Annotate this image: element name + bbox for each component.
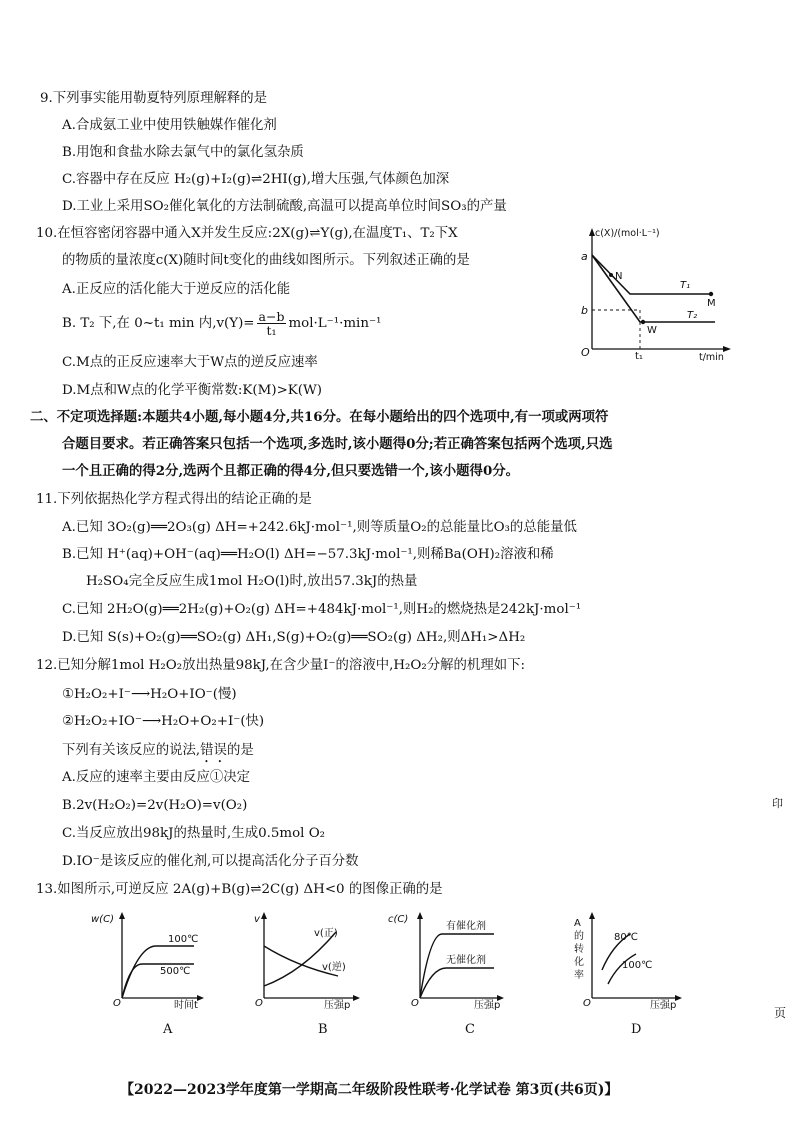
side-mark-1: 印 [772, 797, 783, 810]
fig-c-y-label: c(C) [388, 914, 409, 925]
fig-c-curve-lower [420, 968, 494, 998]
q12-reaction-1: ①H₂O₂+I⁻⟶H₂O+IO⁻(慢) [62, 687, 237, 702]
y-axis-arrow [417, 912, 423, 919]
y-axis-arrow [261, 912, 267, 919]
section2-line1: 二、不定项选择题:本题共4小题,每小题4分,共16分。在每小题给出的四个选项中,有一项或两项符 [30, 409, 609, 425]
q12-option-c: C.当反应放出98kJ的热量时,生成0.5mol O₂ [62, 826, 326, 841]
q9-option-d: D.工业上采用SO₂催化氧化的方法制硫酸,高温可以提高单位时间SO₃的产量 [62, 199, 507, 214]
q12-ask [62, 743, 254, 766]
q10-option-c: C.M点的正反应速率大于W点的逆反应速率 [62, 355, 318, 370]
fig-c-upper-label: 有催化剂 [446, 921, 486, 932]
page-footer: 【2022—2023学年度第一学期高二年级阶段性联考·化学试卷 第3页(共6页)】 [120, 1082, 619, 1098]
fraction-denominator: t₁ [266, 323, 277, 339]
fig-b-x-label: 压强p [324, 1000, 351, 1010]
q13-figure-b [246, 906, 366, 1010]
fig-b-y-label: v [254, 914, 260, 925]
graph-b-label: b [581, 304, 588, 317]
q12-ask-suffix: 的是 [226, 743, 254, 758]
q9-option-c: C.容器中存在反应 H₂(g)+I₂(g)⇌2HI(g),增大压强,气体颜色加深 [62, 172, 450, 187]
fig-a-upper-label: 100℃ [168, 934, 199, 945]
graph-y-label: c(X)/(mol·L⁻¹) [595, 228, 660, 239]
graph-origin: O [581, 346, 590, 359]
fig-a-origin: O [113, 998, 121, 1009]
x-axis-arrow [723, 346, 731, 352]
q10-option-b-text: B. T₂ 下,在 0~t₁ min 内,v(Y)= [62, 316, 255, 332]
q10-stem-line2: 的物质的量浓度c(X)随时间t变化的曲线如图所示。下列叙述正确的是 [62, 253, 470, 268]
fig-b-curve-forward [264, 932, 336, 986]
fig-d-origin: O [583, 998, 591, 1009]
side-mark-2: 页 [774, 1006, 787, 1020]
fraction-numerator: a−b [258, 309, 285, 324]
q10-option-b [62, 310, 381, 337]
fig-b-origin: O [255, 998, 263, 1009]
graph-t1-curve-label: T₁ [680, 280, 691, 291]
fig-c-curve-upper [420, 934, 494, 998]
q11-option-b-line1: B.已知 H⁺(aq)+OH⁻(aq)══H₂O(l) ΔH=−57.3kJ·mol⁻¹,则稀Ba(OH)₂溶液和稀 [62, 547, 554, 562]
graph-a-label: a [581, 250, 588, 263]
point-w [641, 320, 645, 324]
q13-figure-a [86, 906, 206, 1010]
q9-stem: 9.下列事实能用勒夏特列原理解释的是 [40, 91, 268, 106]
fig-a-lower-label: 500℃ [160, 966, 191, 977]
x-axis-arrow [353, 995, 360, 1001]
fig-c-caption: C [465, 1022, 475, 1037]
point-m [709, 292, 713, 296]
y-axis-arrow [589, 912, 595, 919]
fig-d-80-label: 80℃ [614, 932, 638, 943]
fig-d-y-label-char: 化 [574, 957, 584, 968]
fig-d-100-label: 100℃ [622, 960, 653, 971]
q10-option-a: A.正反应的活化能大于逆反应的活化能 [62, 282, 291, 297]
q11-option-c: C.已知 2H₂O(g)══2H₂(g)+O₂(g) ΔH=+484kJ·mol⁻¹,则H₂的燃烧热是242kJ·mol⁻¹ [62, 602, 582, 617]
q11-option-a: A.已知 3O₂(g)══2O₃(g) ΔH=+242.6kJ·mol⁻¹,则等质量O₂的总能量比O₃的总能量低 [62, 520, 577, 535]
q12-option-a: A.反应的速率主要由反应①决定 [62, 770, 251, 785]
q12-stem: 12.已知分解1mol H₂O₂放出热量98kJ,在含少量I⁻的溶液中,H₂O₂分解的机理如下: [36, 658, 525, 673]
x-axis-arrow [197, 995, 204, 1001]
q12-ask-emphasis: 错误 [200, 743, 227, 758]
graph-t1-label: t₁ [635, 351, 643, 362]
q10-option-d: D.M点和W点的化学平衡常数:K(M)>K(W) [62, 383, 323, 398]
graph-w-label: W [647, 325, 657, 336]
fig-b-forward-label: v(正) [314, 928, 338, 939]
q10-option-b-unit: mol·L⁻¹·min⁻¹ [288, 316, 382, 332]
fig-a-y-label: w(C) [91, 914, 114, 925]
fig-a-x-label: 时间t [174, 1000, 198, 1010]
fig-d-y-label-char: 转 [574, 944, 584, 955]
q13-figure-d [560, 906, 688, 1010]
q12-ask-prefix: 下列有关该反应的说法, [62, 743, 201, 758]
q11-stem: 11.下列依据热化学方程式得出的结论正确的是 [36, 492, 312, 507]
fig-b-reverse-label: v(逆) [322, 962, 346, 973]
fig-b-caption: B [318, 1022, 328, 1037]
fig-c-origin: O [411, 998, 419, 1009]
fig-d-x-label: 压强p [650, 1000, 677, 1010]
fig-d-y-label-char: 率 [574, 970, 584, 981]
graph-n-label: N [615, 271, 623, 282]
fig-a-caption: A [163, 1022, 173, 1037]
q13-figure-c [386, 906, 506, 1010]
fig-c-lower-label: 无催化剂 [446, 955, 486, 966]
q10-graph [575, 222, 735, 362]
q13-stem: 13.如图所示,可逆反应 2A(g)+B(g)⇌2C(g) ΔH<0 的图像正确的是 [36, 882, 443, 897]
q10-stem-line1: 10.在恒容密闭容器中通入X并发生反应:2X(g)⇌Y(g),在温度T₁、T₂下X [36, 226, 458, 241]
q12-reaction-2: ②H₂O₂+IO⁻⟶H₂O+O₂+I⁻(快) [62, 714, 265, 729]
section2-line3: 一个且正确的得2分,选两个且都正确的得4分,但只要选错一个,该小题得0分。 [62, 463, 520, 479]
q10-fraction [257, 310, 287, 337]
fig-d-y-label-char: 的 [574, 931, 584, 942]
q9-option-b: B.用饱和食盐水除去氯气中的氯化氢杂质 [62, 145, 304, 160]
fig-c-x-label: 压强p [474, 1000, 501, 1010]
graph-m-label: M [707, 298, 716, 309]
y-axis-arrow [119, 912, 125, 919]
q11-option-b-line2: H₂SO₄完全反应生成1mol H₂O(l)时,放出57.3kJ的热量 [86, 574, 418, 589]
fig-d-y-label-char: A [574, 918, 581, 929]
q12-option-d: D.IO⁻是该反应的催化剂,可以提高活化分子百分数 [62, 854, 359, 869]
graph-x-label: t/min [699, 352, 724, 362]
q11-option-d: D.已知 S(s)+O₂(g)══SO₂(g) ΔH₁,S(g)+O₂(g)══SO₂(g) ΔH₂,则ΔH₁>ΔH₂ [62, 630, 526, 645]
q12-option-b: B.2v(H₂O₂)=2v(H₂O)=v(O₂) [62, 798, 248, 813]
section2-line2: 合题目要求。若正确答案只包括一个选项,多选时,该小题得0分;若正确答案包括两个选项,只选 [62, 436, 613, 452]
q9-option-a: A.合成氨工业中使用铁触媒作催化剂 [62, 118, 277, 133]
point-n [609, 273, 613, 277]
fig-d-caption: D [631, 1022, 642, 1037]
graph-t2-curve-label: T₂ [687, 310, 698, 321]
